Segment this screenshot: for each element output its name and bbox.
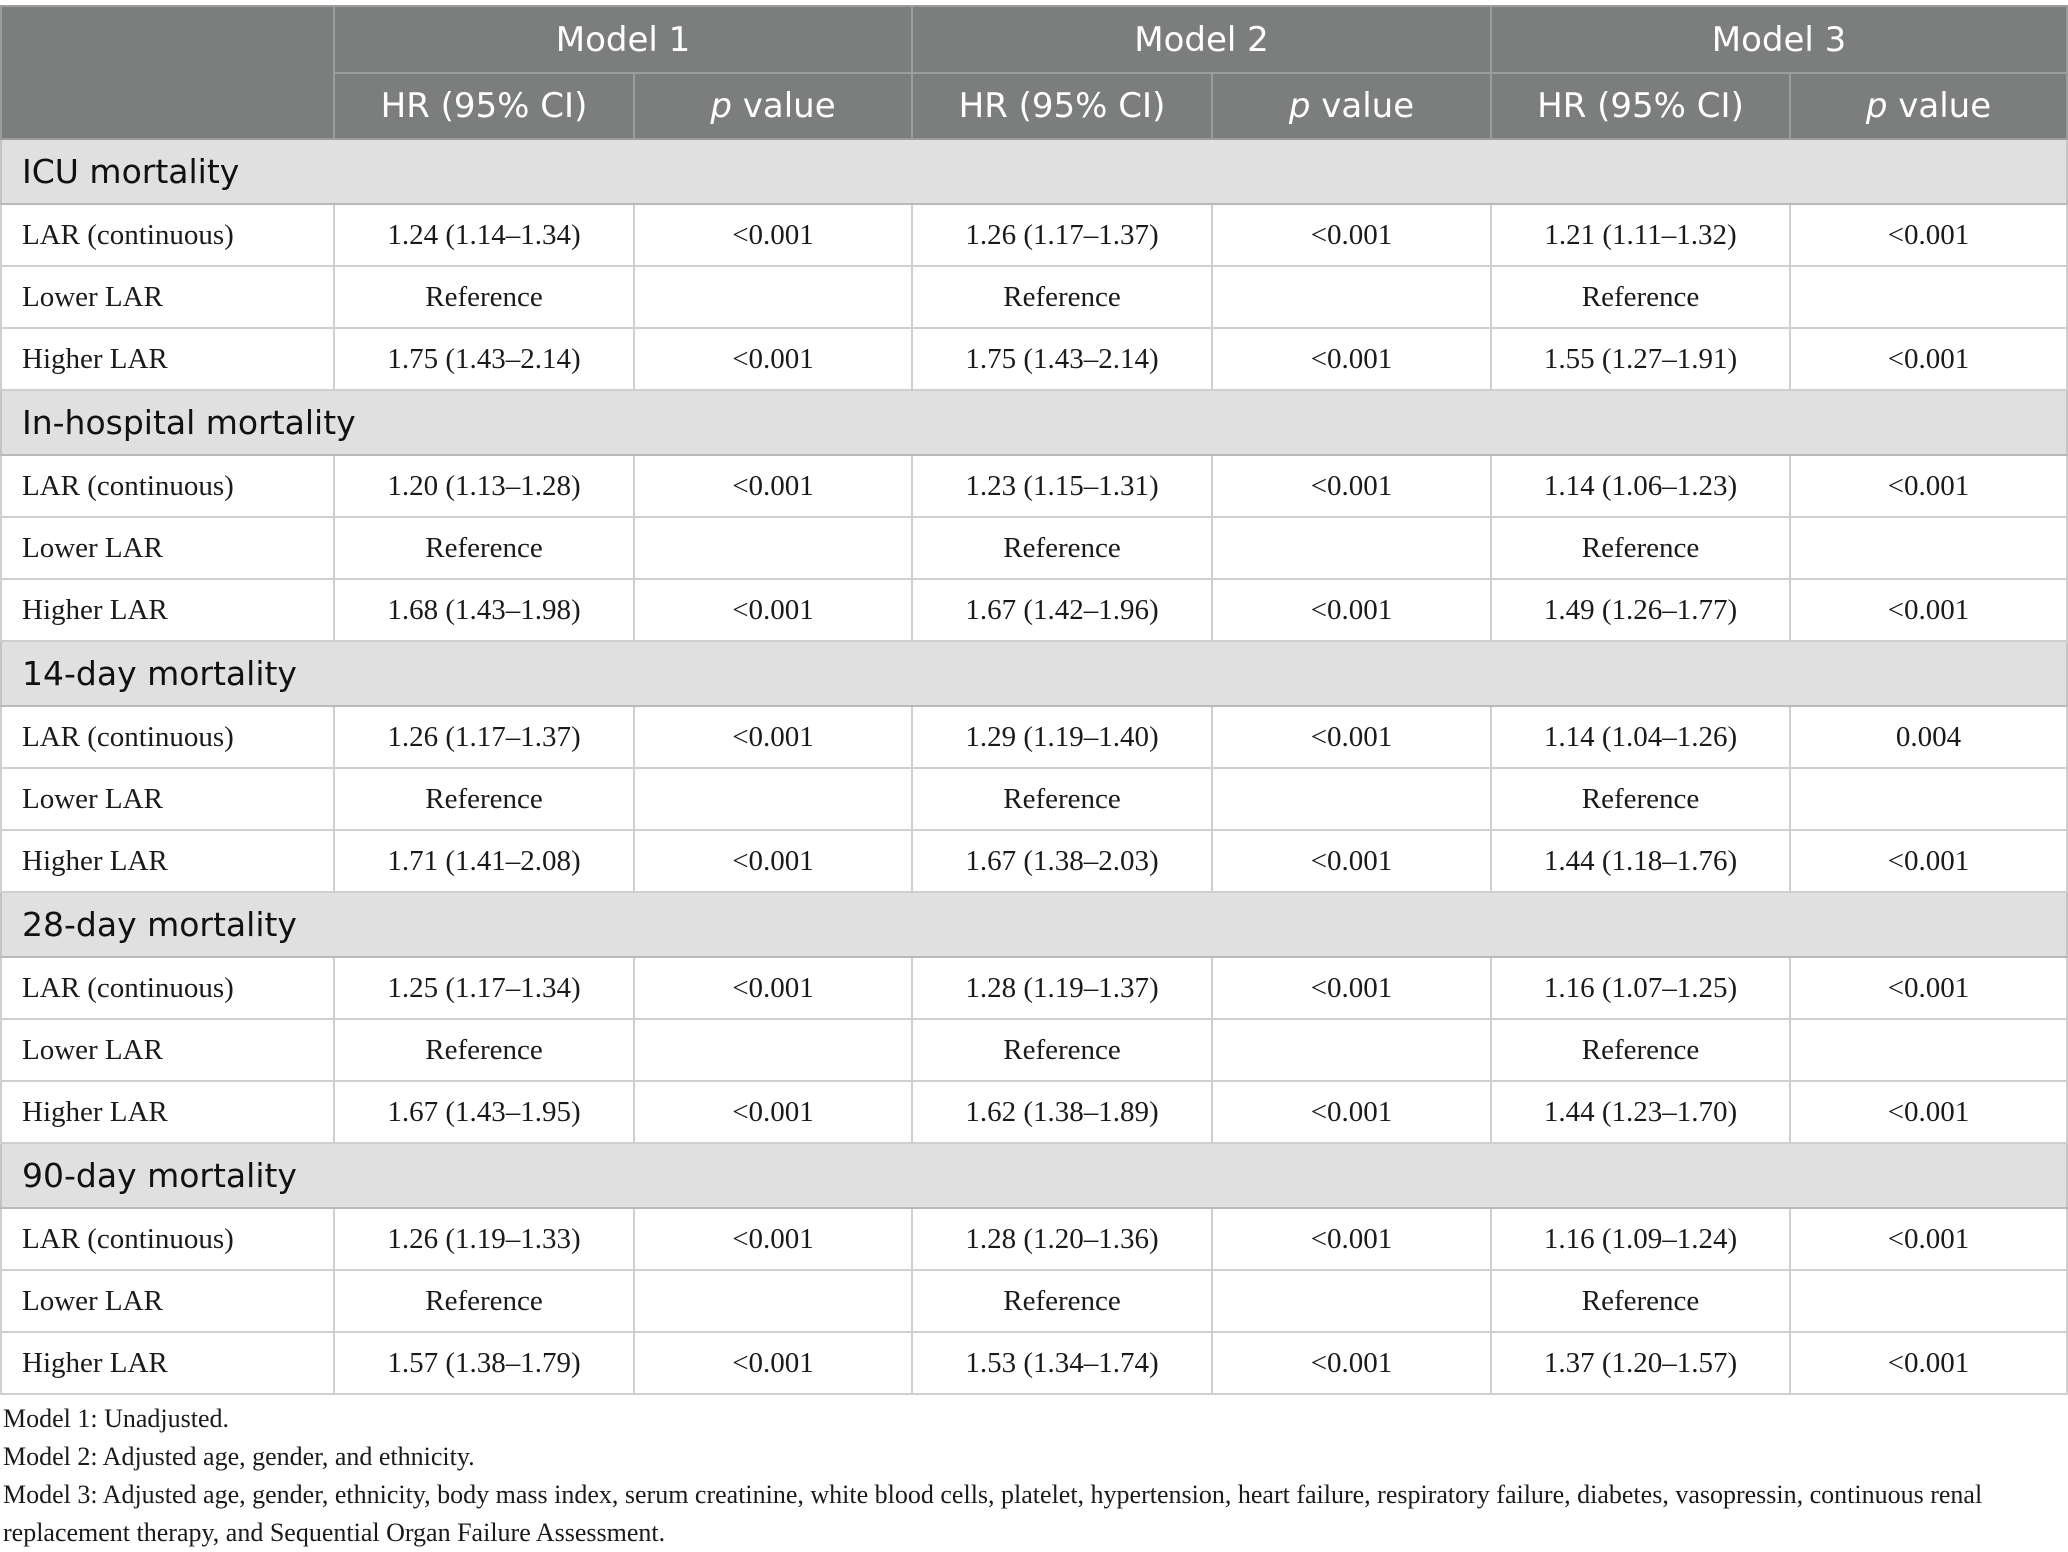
hr-ci-cell: 1.62 (1.38–1.89) xyxy=(912,1081,1212,1143)
hr-ci-cell: Reference xyxy=(912,1270,1212,1332)
section-row xyxy=(1,139,2067,204)
row-label: LAR (continuous) xyxy=(1,1208,334,1270)
p-value-cell: <0.001 xyxy=(634,1208,912,1270)
p-value-cell: <0.001 xyxy=(634,1332,912,1394)
table-row xyxy=(1,706,2067,768)
hr-ci-cell: 1.67 (1.42–1.96) xyxy=(912,579,1212,641)
table-row xyxy=(1,1019,2067,1081)
header-model-2: Model 2 xyxy=(912,6,1491,73)
section-title: In-hospital mortality xyxy=(1,390,2067,455)
row-label: Lower LAR xyxy=(1,517,334,579)
p-value-cell: <0.001 xyxy=(1212,830,1491,892)
row-label: Higher LAR xyxy=(1,830,334,892)
hr-ci-cell: 1.75 (1.43–2.14) xyxy=(912,328,1212,390)
p-value-cell xyxy=(634,1019,912,1081)
hr-ci-cell: 1.55 (1.27–1.91) xyxy=(1491,328,1790,390)
p-value-cell: <0.001 xyxy=(1212,455,1491,517)
hr-ci-cell: 1.21 (1.11–1.32) xyxy=(1491,204,1790,266)
p-value-cell: <0.001 xyxy=(634,1081,912,1143)
footnote: Model 3: Adjusted age, gender, ethnicity, body mass index, serum creatinine, white blood cells, platelet, hypertension, heart failure, respiratory failure, diabetes, vasopressin, continuous renal replacement therapy, and Sequential Organ Failure Assessment. xyxy=(3,1480,1983,1547)
hr-ci-cell: Reference xyxy=(1491,768,1790,830)
section-row xyxy=(1,390,2067,455)
p-value-cell: <0.001 xyxy=(1790,204,2067,266)
header-hr-ci: HR (95% CI) xyxy=(912,73,1212,139)
hr-ci-cell: 1.24 (1.14–1.34) xyxy=(334,204,634,266)
p-value-cell xyxy=(1790,1019,2067,1081)
p-value-cell: <0.001 xyxy=(1790,957,2067,1019)
table-row xyxy=(1,455,2067,517)
row-label: LAR (continuous) xyxy=(1,957,334,1019)
row-label: Higher LAR xyxy=(1,1332,334,1394)
hr-ci-cell: 1.26 (1.17–1.37) xyxy=(334,706,634,768)
table-row xyxy=(1,1332,2067,1394)
row-label: LAR (continuous) xyxy=(1,204,334,266)
table-row xyxy=(1,328,2067,390)
p-value-cell: <0.001 xyxy=(1790,1332,2067,1394)
hr-ci-cell: Reference xyxy=(334,1270,634,1332)
p-value-cell: <0.001 xyxy=(634,830,912,892)
hr-ci-cell: Reference xyxy=(334,517,634,579)
hr-ci-cell: 1.26 (1.19–1.33) xyxy=(334,1208,634,1270)
hr-ci-cell: 1.16 (1.07–1.25) xyxy=(1491,957,1790,1019)
row-label: Higher LAR xyxy=(1,1081,334,1143)
header-corner-cell xyxy=(1,6,334,139)
p-value-cell xyxy=(1212,1270,1491,1332)
p-value-cell: <0.001 xyxy=(1212,579,1491,641)
row-label: Higher LAR xyxy=(1,328,334,390)
table-row xyxy=(1,830,2067,892)
hazard-ratio-table xyxy=(0,5,2068,1395)
p-value-cell: <0.001 xyxy=(1212,706,1491,768)
hr-ci-cell: Reference xyxy=(334,1019,634,1081)
section-title: 90-day mortality xyxy=(1,1143,2067,1208)
p-value-cell: <0.001 xyxy=(1790,579,2067,641)
p-value-cell: 0.004 xyxy=(1790,706,2067,768)
hr-ci-cell: 1.68 (1.43–1.98) xyxy=(334,579,634,641)
p-value-cell: <0.001 xyxy=(1790,830,2067,892)
hr-ci-cell: 1.25 (1.17–1.34) xyxy=(334,957,634,1019)
hr-ci-cell: 1.71 (1.41–2.08) xyxy=(334,830,634,892)
hr-ci-cell: Reference xyxy=(1491,1019,1790,1081)
header-hr-ci: HR (95% CI) xyxy=(334,73,634,139)
hr-ci-cell: 1.23 (1.15–1.31) xyxy=(912,455,1212,517)
row-label: LAR (continuous) xyxy=(1,455,334,517)
table-row xyxy=(1,517,2067,579)
hr-ci-cell: Reference xyxy=(1491,1270,1790,1332)
p-value-cell: <0.001 xyxy=(1212,328,1491,390)
p-value-cell xyxy=(1790,768,2067,830)
p-value-cell xyxy=(634,1270,912,1332)
row-label: Lower LAR xyxy=(1,1270,334,1332)
hr-ci-cell: 1.67 (1.43–1.95) xyxy=(334,1081,634,1143)
p-value-cell xyxy=(634,768,912,830)
p-value-cell: <0.001 xyxy=(634,328,912,390)
section-row xyxy=(1,1143,2067,1208)
hr-ci-cell: 1.44 (1.18–1.76) xyxy=(1491,830,1790,892)
p-value-cell: <0.001 xyxy=(1212,204,1491,266)
p-value-cell: <0.001 xyxy=(1212,1208,1491,1270)
p-value-cell: <0.001 xyxy=(1790,1081,2067,1143)
hr-ci-cell: Reference xyxy=(1491,517,1790,579)
p-value-cell: <0.001 xyxy=(1212,1332,1491,1394)
hr-ci-cell: 1.28 (1.20–1.36) xyxy=(912,1208,1212,1270)
header-p-value: p value xyxy=(1212,73,1491,139)
hr-ci-cell: 1.67 (1.38–2.03) xyxy=(912,830,1212,892)
p-value-cell xyxy=(634,266,912,328)
row-label: Lower LAR xyxy=(1,1019,334,1081)
hr-ci-cell: 1.28 (1.19–1.37) xyxy=(912,957,1212,1019)
p-value-cell: <0.001 xyxy=(1790,1208,2067,1270)
table-row xyxy=(1,1081,2067,1143)
section-title: 28-day mortality xyxy=(1,892,2067,957)
p-value-cell: <0.001 xyxy=(634,706,912,768)
hr-ci-cell: 1.14 (1.04–1.26) xyxy=(1491,706,1790,768)
p-value-cell xyxy=(634,517,912,579)
hr-ci-cell: 1.14 (1.06–1.23) xyxy=(1491,455,1790,517)
hr-ci-cell: 1.26 (1.17–1.37) xyxy=(912,204,1212,266)
p-value-cell xyxy=(1212,517,1491,579)
hr-ci-cell: 1.57 (1.38–1.79) xyxy=(334,1332,634,1394)
row-label: LAR (continuous) xyxy=(1,706,334,768)
p-value-cell: <0.001 xyxy=(634,579,912,641)
section-row xyxy=(1,892,2067,957)
table-row xyxy=(1,768,2067,830)
hr-ci-cell: 1.53 (1.34–1.74) xyxy=(912,1332,1212,1394)
p-value-cell: <0.001 xyxy=(1212,957,1491,1019)
hr-ci-cell: Reference xyxy=(334,266,634,328)
section-title: 14-day mortality xyxy=(1,641,2067,706)
table-row xyxy=(1,1270,2067,1332)
footnote: Model 1: Unadjusted. xyxy=(3,1404,230,1433)
hr-ci-cell: 1.49 (1.26–1.77) xyxy=(1491,579,1790,641)
p-value-cell xyxy=(1790,266,2067,328)
hr-ci-cell: Reference xyxy=(334,768,634,830)
hr-ci-cell: Reference xyxy=(912,768,1212,830)
p-value-cell xyxy=(1790,1270,2067,1332)
hr-ci-cell: 1.44 (1.23–1.70) xyxy=(1491,1081,1790,1143)
hr-ci-cell: 1.29 (1.19–1.40) xyxy=(912,706,1212,768)
header-p-value: p value xyxy=(634,73,912,139)
row-label: Lower LAR xyxy=(1,266,334,328)
p-value-cell xyxy=(1790,517,2067,579)
header-model-3: Model 3 xyxy=(1491,6,2067,73)
header-model-1: Model 1 xyxy=(334,6,912,73)
p-value-cell: <0.001 xyxy=(634,957,912,1019)
section-row xyxy=(1,641,2067,706)
p-value-cell: <0.001 xyxy=(634,455,912,517)
hr-ci-cell: 1.75 (1.43–2.14) xyxy=(334,328,634,390)
row-label: Lower LAR xyxy=(1,768,334,830)
hr-ci-cell: Reference xyxy=(912,517,1212,579)
table-footnotes xyxy=(3,1400,2058,1552)
header-p-value: p value xyxy=(1790,73,2067,139)
p-value-cell xyxy=(1212,1019,1491,1081)
table-row xyxy=(1,957,2067,1019)
row-label: Higher LAR xyxy=(1,579,334,641)
p-value-cell xyxy=(1212,266,1491,328)
hr-ci-cell: 1.20 (1.13–1.28) xyxy=(334,455,634,517)
hr-ci-cell: Reference xyxy=(1491,266,1790,328)
table-header xyxy=(1,6,2067,139)
hr-ci-cell: 1.16 (1.09–1.24) xyxy=(1491,1208,1790,1270)
p-value-cell: <0.001 xyxy=(1212,1081,1491,1143)
header-hr-ci: HR (95% CI) xyxy=(1491,73,1790,139)
p-value-cell: <0.001 xyxy=(1790,328,2067,390)
p-value-cell xyxy=(1212,768,1491,830)
hr-ci-cell: Reference xyxy=(912,1019,1212,1081)
table-row xyxy=(1,579,2067,641)
table-body xyxy=(1,139,2067,1394)
table-row xyxy=(1,204,2067,266)
table-row xyxy=(1,266,2067,328)
section-title: ICU mortality xyxy=(1,139,2067,204)
hr-ci-cell: Reference xyxy=(912,266,1212,328)
footnote: Model 2: Adjusted age, gender, and ethnicity. xyxy=(3,1442,475,1471)
p-value-cell: <0.001 xyxy=(634,204,912,266)
hr-ci-cell: 1.37 (1.20–1.57) xyxy=(1491,1332,1790,1394)
table-row xyxy=(1,1208,2067,1270)
p-value-cell: <0.001 xyxy=(1790,455,2067,517)
header-row-models xyxy=(1,6,2067,73)
